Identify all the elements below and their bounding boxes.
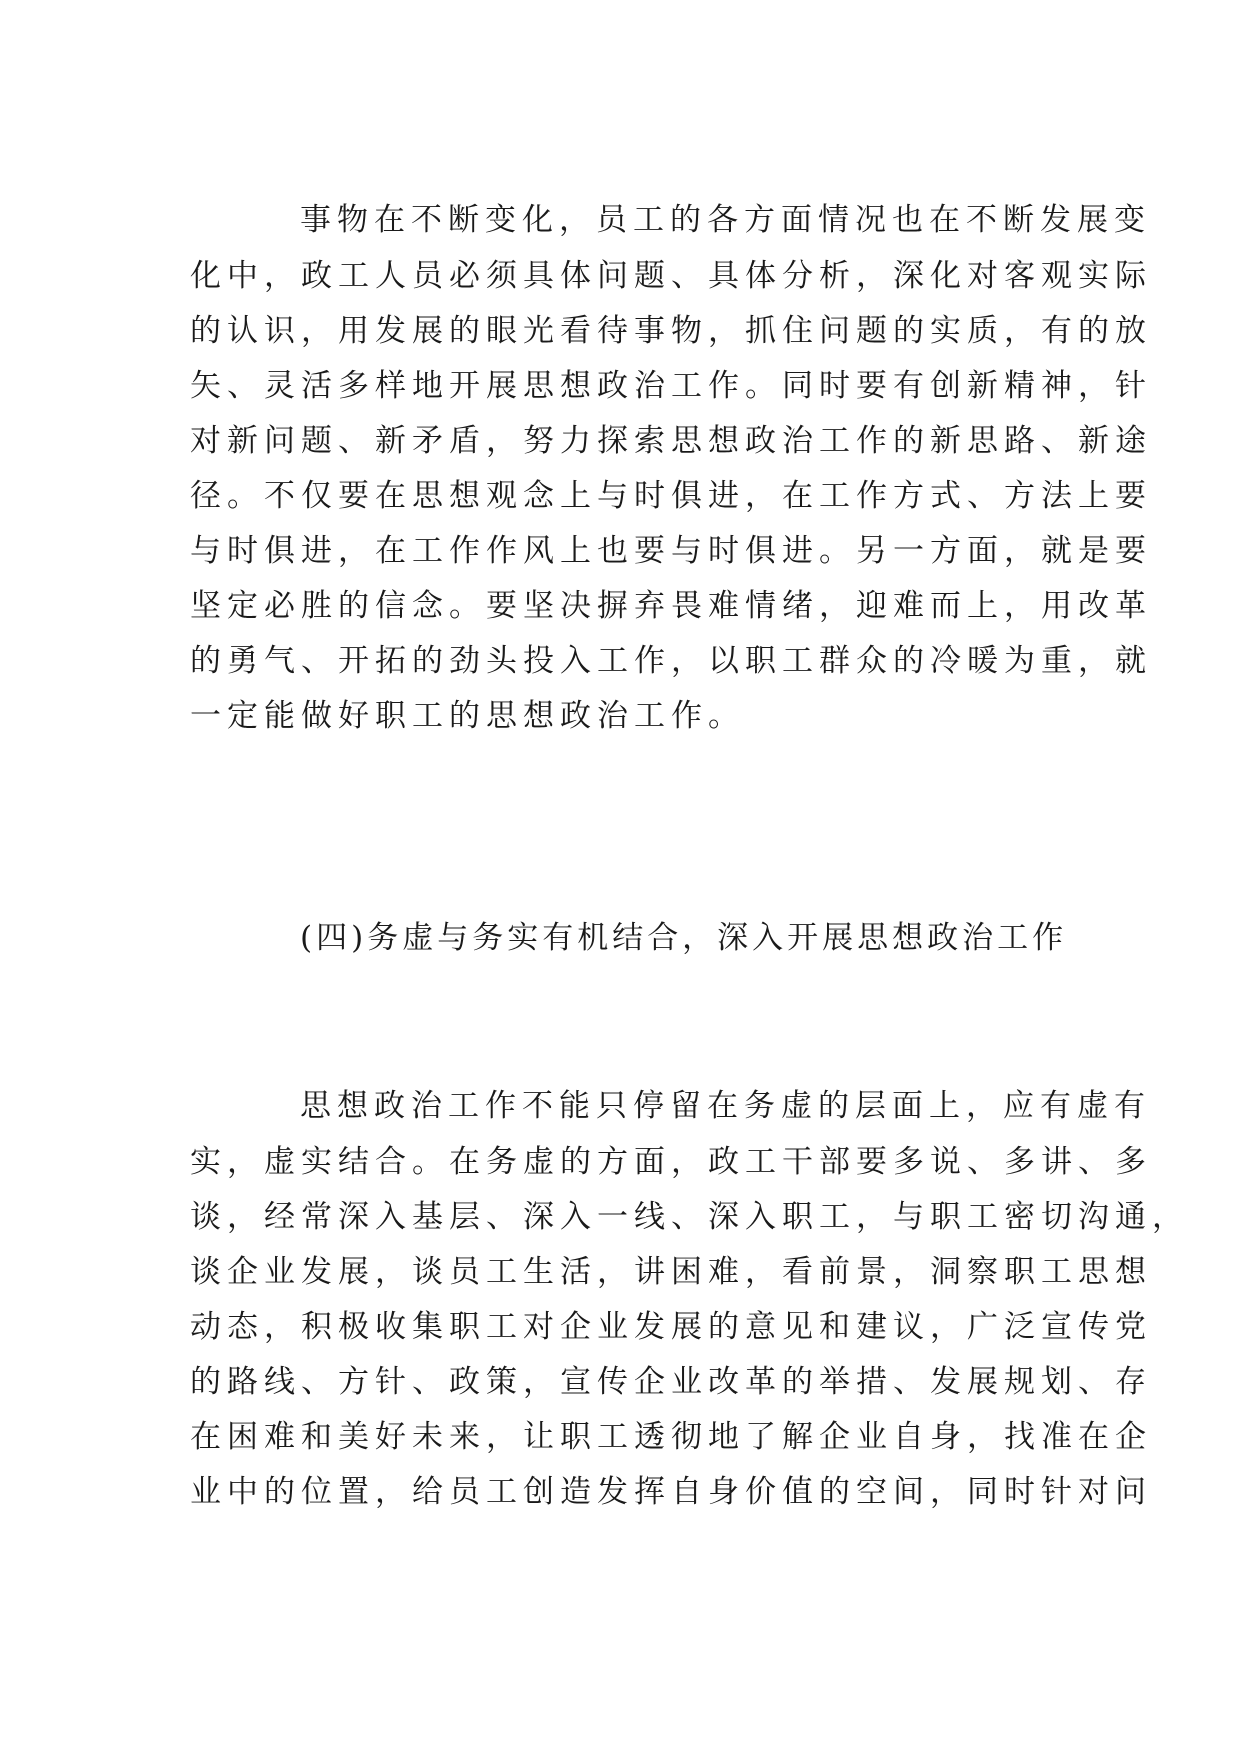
paragraph-2-line-1: 思想政治工作不能只停留在务虚的层面上，应有虚有 — [300, 1088, 1151, 1124]
paragraph-1-line-9: 的勇气、开拓的劲头投入工作，以职工群众的冷暖为重，就 — [190, 643, 1152, 679]
paragraph-1-line-8: 坚定必胜的信念。要坚决摒弃畏难情绪，迎难而上，用改革 — [190, 588, 1152, 624]
paragraph-1-line-5: 对新问题、新矛盾，努力探索思想政治工作的新思路、新途 — [190, 423, 1152, 459]
paragraph-2-line-4: 谈企业发展，谈员工生活，讲困难，看前景，洞察职工思想 — [190, 1254, 1152, 1290]
paragraph-1-line-1: 事物在不断变化，员工的各方面情况也在不断发展变 — [300, 202, 1151, 238]
paragraph-1-line-4: 矢、灵活多样地开展思想政治工作。同时要有创新精神，针 — [190, 368, 1152, 404]
paragraph-1-line-10: 一定能做好职工的思想政治工作。 — [190, 698, 745, 734]
section-heading: (四)务虚与务实有机结合，深入开展思想政治工作 — [300, 920, 1068, 956]
paragraph-2-line-6: 的路线、方针、政策，宣传企业改革的举措、发展规划、存 — [190, 1364, 1152, 1400]
paragraph-1-line-6: 径。不仅要在思想观念上与时俱进，在工作方式、方法上要 — [190, 478, 1152, 514]
paragraph-2-line-3: 谈，经常深入基层、深入一线、深入职工，与职工密切沟通， — [190, 1199, 1189, 1235]
paragraph-2-line-2: 实，虚实结合。在务虚的方面，政工干部要多说、多讲、多 — [190, 1144, 1152, 1180]
paragraph-1-line-3: 的认识，用发展的眼光看待事物，抓住问题的实质，有的放 — [190, 313, 1152, 349]
paragraph-1-line-7: 与时俱进，在工作作风上也要与时俱进。另一方面，就是要 — [190, 533, 1152, 569]
paragraph-1-line-2: 化中，政工人员必须具体问题、具体分析，深化对客观实际 — [190, 258, 1152, 294]
paragraph-2-line-5: 动态，积极收集职工对企业发展的意见和建议，广泛宣传党 — [190, 1309, 1152, 1345]
paragraph-2-line-7: 在困难和美好未来，让职工透彻地了解企业自身，找准在企 — [190, 1419, 1152, 1455]
paragraph-2-line-8: 业中的位置，给员工创造发挥自身价值的空间，同时针对问 — [190, 1474, 1152, 1510]
